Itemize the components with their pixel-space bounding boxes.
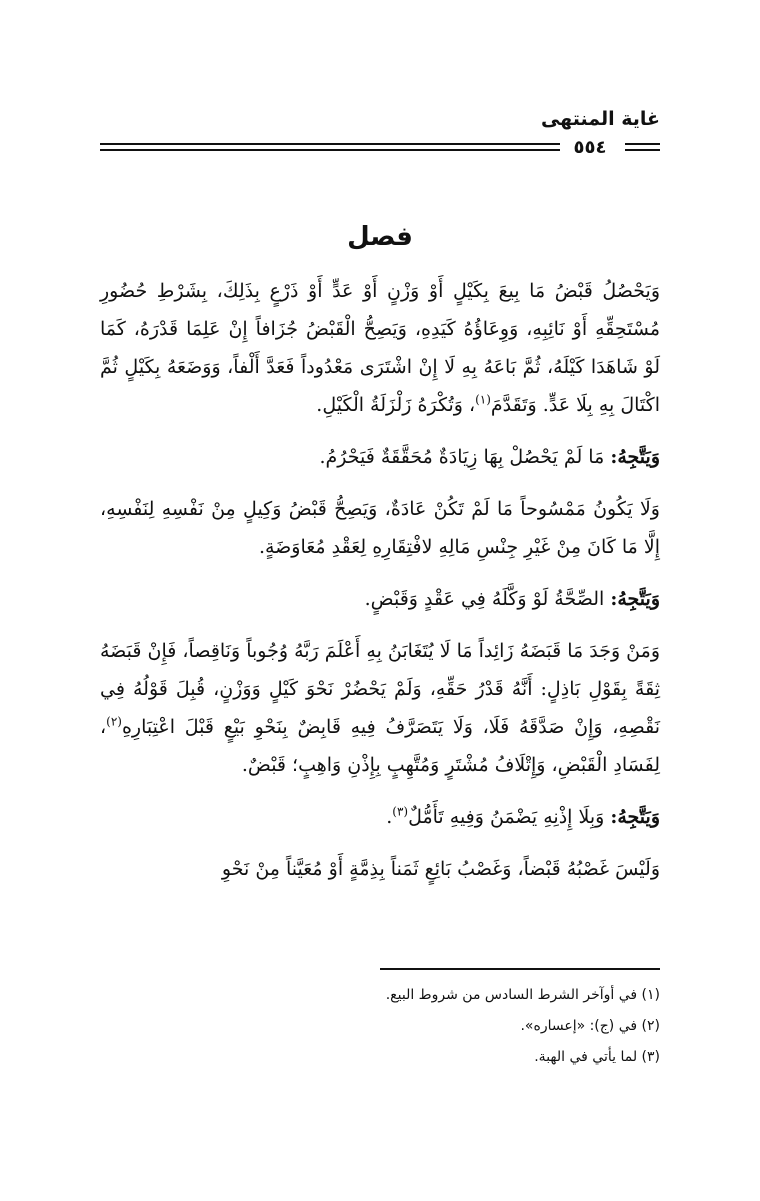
paragraph bbox=[100, 490, 660, 566]
lead-word: وَيَتَّجِهُ: bbox=[610, 806, 660, 828]
paragraph-text: وَمَنْ وَجَدَ مَا قَبَضَهُ زَائِداً مَا لَا يُتَغَابَنُ بِهِ أَعْلَمَ رَبَّهُ وُجُوباً وَنَاقِصاً، فَإِنْ قَبَضَهُ ثِقَةً بِقَوْلِ بَاذِلٍ: أَنَّهُ قَدْرُ حَقِّهِ، وَلَمْ يَحْضُرْ نَحْوَ كَيْلٍ وَوَزْنٍ، قُبِلَ قَوْلُهُ فِي نَقْصِهِ، وَإِنْ صَدَّقَهُ فَلَا، وَلَا يَتَصَرَّفُ فِيهِ قَابِضٌ بِنَحْوِ بَيْعٍ قَبْلَ اعْتِبَارِهِ bbox=[100, 640, 660, 738]
paragraph-text: ، وَتُكْرَهُ زَلْزَلَةُ الْكَيْلِ. bbox=[316, 394, 476, 416]
footnote-rule bbox=[380, 968, 660, 970]
paragraph-text: وَيَحْصُلُ قَبْضُ مَا بِيعَ بِكَيْلٍ أَوْ وَزْنٍ أَوْ عَدٍّ أَوْ ذَرْعٍ بِذَلِكَ، بِشَرْطِ حُضُورِ مُسْتَحِقِّهِ أَوْ نَائِبِهِ، وَوِعَاؤُهُ كَيَدِهِ، وَيَصِحُّ الْقَبْضُ جُزَافاً إِنْ عَلِمَا قَدْرَهُ، كَمَا لَوْ شَاهَدَا كَيْلَهُ، ثُمَّ بَاعَهُ بِهِ لَا إِنْ اشْتَرَى مَعْدُوداً فَعَدَّ أَلْفاً، وَوَضَعَهُ بِكَيْلٍ ثُمَّ اكْتَالَ بِهِ بِلَا عَدٍّ. وَتَقَدَّمَ bbox=[100, 280, 660, 416]
paragraph-text: مَا لَمْ يَحْصُلْ بِهَا زِيَادَةٌ مُحَقَّقَةٌ فَيَحْرُمُ. bbox=[319, 446, 611, 468]
footnote-marker: (٣) bbox=[392, 804, 409, 819]
footnote: (١) في أوآخر الشرط السادس من شروط البيع. bbox=[385, 987, 660, 1003]
footnote: (٣) لما يأتي في الهبة. bbox=[534, 1049, 660, 1065]
header-rule-right-bottom bbox=[625, 149, 660, 151]
paragraph bbox=[100, 438, 660, 476]
paragraph bbox=[100, 850, 660, 888]
paragraph-text: ، لِفَسَادِ الْقَبْضِ، وَإِتْلَافُ مُشْتَرٍ وَمُتَّهِبٍ بِإِذْنِ وَاهِبٍ؛ قَبْضٌ. bbox=[100, 716, 660, 776]
main-text bbox=[100, 272, 660, 902]
header-rule-right-top bbox=[625, 143, 660, 145]
page-number: ٥٥٤ bbox=[573, 137, 607, 158]
footnote-marker: (٢) bbox=[106, 714, 122, 729]
paragraph bbox=[100, 580, 660, 618]
header-rule-top bbox=[100, 143, 560, 145]
paragraph-text: الصِّحَّةُ لَوْ وَكَّلَهُ فِي عَقْدٍ وَقَبْضٍ. bbox=[364, 588, 611, 610]
paragraph-text: وَبِلَا إِذْنِهِ يَضْمَنُ وَفِيهِ تَأَمُّلٌ bbox=[408, 806, 611, 828]
paragraph-text: وَلَا يَكُونُ مَمْسُوحاً مَا لَمْ تَكُنْ عَادَةٌ، وَيَصِحُّ قَبْضُ وَكِيلٍ مِنْ نَفْسِهِ لِنَفْسِهِ، إِلَّا مَا كَانَ مِنْ غَيْرِ جِنْسِ مَالِهِ لافْتِقَارِهِ لِعَقْدِ مُعَاوَضَةٍ. bbox=[100, 498, 660, 558]
footnotes bbox=[100, 980, 660, 1073]
paragraph-text: وَلَيْسَ غَصْبُهُ قَبْضاً، وَغَصْبُ بَائِعٍ ثَمَناً بِذِمَّةٍ أَوْ مُعَيَّناً مِنْ نَحْوِ bbox=[221, 858, 660, 880]
paragraph bbox=[100, 272, 660, 424]
paragraph bbox=[100, 632, 660, 784]
paragraph-text: . bbox=[386, 806, 393, 828]
paragraph bbox=[100, 798, 660, 836]
lead-word: وَيَتَّجِهُ: bbox=[610, 588, 660, 610]
section-title: فصل bbox=[347, 222, 413, 252]
footnote: (٢) في (ج): «إعساره». bbox=[520, 1018, 660, 1034]
running-title: غاية المنتهى bbox=[540, 108, 660, 130]
lead-word: وَيَتَّجِهُ: bbox=[610, 446, 660, 468]
footnote-marker: (١) bbox=[475, 392, 491, 407]
header-rule-bottom bbox=[100, 149, 560, 151]
